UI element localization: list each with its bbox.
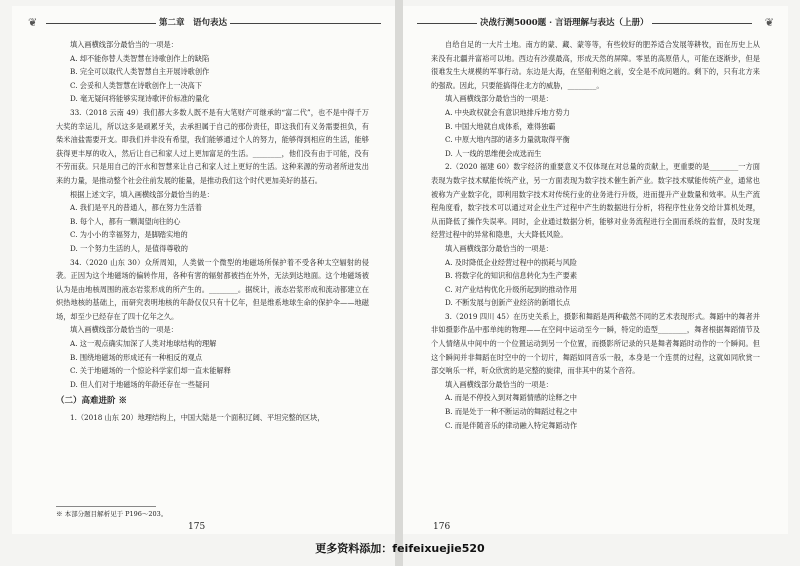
answer-option: D. 一个努力生活的人，是值得尊敬的 (70, 243, 188, 253)
right-page-body (431, 38, 760, 432)
left-header (26, 16, 381, 30)
answer-option: C. 关于地磁场的一个惊论科学家们却一直未能解释 (70, 366, 231, 376)
paragraph: 自给自足的一大片土地。南方的蒙、藏、蒙等等，有些较好的肥养适合发展等耕牧，而在历史上从来没有北疆并富裕可以地。西边有沙漠最高，形成天然的屏障。零星的高原借人，可能在逐渐步，但是很难发生大规模的军事行动。东边是大海，在坚船利炮之前，安全是不成问题的。剩下的，只有北方来的强敌。因此，只要能搞得住北方的威胁，________。 (431, 40, 760, 90)
answer-option: B. 每个人，都有一颗渴望向往的心 (70, 216, 181, 226)
paragraph: 根据上述文字，填入画横线部分最恰当的是： (70, 189, 214, 199)
answer-option: B. 而是处于一种不断运动的舞蹈过程之中 (445, 407, 578, 417)
left-chapter-title: 第二章 语句表达 (156, 16, 230, 30)
answer-option: A. 中央政权就会有意识地排斥地方势力 (445, 107, 570, 117)
answer-option: A. 而是不停投入到对舞蹈情感的诠释之中 (445, 393, 577, 403)
footnote: ※ 本部分题目解析见于 P196～203。 (56, 506, 156, 518)
answer-option: C. 中原大地内部的诸多力量就取得平衡 (445, 135, 570, 145)
right-header (417, 16, 774, 30)
paragraph: 填入画横线部分最恰当的一项是： (445, 379, 553, 389)
answer-option: C. 会妥和人类智慧在诗歌创作上一决高下 (70, 80, 203, 90)
answer-option: A. 及时降低企业经营过程中的损耗与风险 (445, 257, 577, 267)
paragraph: 3.（2019 四川 45）在历史关系上，摄影和舞蹈是两种截然不同的艺术表现形式。舞蹈中的舞者并非如摄影作品中那单纯的物理——在空间中运动至今一瞬，特定的造型________，舞者根据舞蹈情节及个人情绪从中间中的一个位置运动到另一个位置，而摄影所记录的只是舞者舞蹈时动作的一个瞬间。但这个瞬间并非舞蹈在时空中的一个切片，舞蹈如同音乐一般，本身是一个连贯的过程，这就如同欣赏一部交响乐一样，听众欣赏的是完整的旋律，而非其中的某个音符。 (431, 311, 760, 376)
answer-option: C. 对产业结构优化升级所起到的推动作用 (445, 284, 578, 294)
answer-option: B. 将数字化的知识和信息转化为生产要素 (445, 271, 578, 281)
answer-option: C. 为小小的幸福努力，是脚踏实地的 (70, 230, 188, 240)
paragraph: 填入画横线部分最恰当的一项是： (445, 94, 553, 104)
answer-option: A. 这一观点确实加深了人类对地球结构的理解 (70, 339, 217, 349)
right-chapter-title: 决战行测5000题 · 言语理解与表达（上册） (477, 16, 652, 30)
book-gutter (395, 0, 403, 566)
answer-option: A. 却不能你替人类智慧在诗歌创作上的缺陷 (70, 53, 210, 63)
answer-option: D. 人一线的思维便会成选而生 (445, 148, 542, 158)
left-page-body (56, 38, 369, 425)
promo-banner: 更多资料添加：feifeixuejie520 (315, 542, 485, 555)
right-page (403, 6, 788, 534)
flourish-right-icon: ❦ (764, 16, 774, 29)
left-page-number: 175 (188, 522, 206, 532)
section-heading: （二）高难进阶 ※ (56, 396, 127, 407)
answer-option: D. 但人们对于地磁场的年龄还存在一些疑问 (70, 379, 210, 389)
paragraph: 2.（2020 福建 60）数字经济的重要意义不仅体现在对总量的贡献上，更重要的是________一方面表现为数字技术赋能传统产业，另一方面表现为数字技术催生新产业。数字技术赋能传统产业，通常也被称为产业数字化，即利用数字技术对传统行业的业务进行升级，进而提升产业数量和效率。从生产流程角度看，数字技术可以通过对企业生产过程中产生的数据进行分析，将程序性业务交给计算机处理，从而降低了操作失误率。同时，企业通过数据分析，能够对业务流程进行全面而系统的监督，及时发现经营过程中的异常和隐患，大大降低风险。 (431, 162, 760, 240)
answer-option: D. 毫无疑问将能够实现诗歌评价标准的量化 (70, 94, 210, 104)
paragraph: 1.（2018 山东 20）地理结构上，中国大陆是一个面积辽阔、平坦完整的区块， (70, 413, 325, 423)
paragraph: 填入画横线部分最恰当的一项是： (70, 325, 178, 335)
answer-option: B. 中国大地就自成体系，难得独霸 (445, 121, 556, 131)
answer-option: D. 不断发展与创新产业经济的新增长点 (445, 298, 571, 308)
right-page-number: 176 (433, 522, 451, 532)
answer-option: C. 而是伴随音乐的律动融入特定舞蹈动作 (445, 420, 578, 430)
paragraph: 33.（2018 云南 49）我们都大多数人既不是有大笔财产可继承的“富二代”，也不是中得千万大奖的幸运儿，所以这多是顽累牙关，去承担属于自己的那份责任，即这我们有义务需要担负，有柴米油盐需要开支。即我们并非没有希望，我们能够通过个人的努力，能够得到相应的生活，能够获得更丰厚的收入，然后让自己和家人过上更加富足的生活。________，他们没有由于可能，没有不劳而获。只是用自己的汗水和智慧来让自己和家人过上更好的生活。这种来源的劳动者所迸发出来的力量，是推动整个社会往前发展的能量，是推动我们这个时代更加美好的基石。 (56, 107, 369, 185)
left-page (12, 6, 395, 534)
paragraph: 34.（2020 山东 30）众所周知，人类做一个微型的地磁场所保护着不受各种太空辐射的侵袭。正因为这个地磁场的偏转作用，各种有害的辐射都被挡在外外，无法到达地面。这个地磁场被认为是由地核周围的液态岩浆形成的所产生的。________。据统计，液态岩浆形成和流动都建立在炽热地核的基础上，而研究表明地核的年龄仅仅只有十亿年，但是维系地球生命的保护伞——地磁场，却至少已经存在了四十亿年之久。 (56, 257, 369, 321)
answer-option: A. 我们是平凡的普通人，都在努力生活着 (70, 203, 202, 213)
flourish-left-icon: ❦ (28, 16, 38, 29)
answer-option: B. 围绕地磁场的形成还有一种相反的观点 (70, 352, 203, 362)
paragraph: 填入画横线部分最恰当的一项是： (70, 40, 178, 49)
answer-option: B. 完全可以取代人类智慧自主开展诗歌创作 (70, 67, 210, 77)
paragraph: 填入画横线部分最恰当的一项是： (445, 243, 553, 253)
